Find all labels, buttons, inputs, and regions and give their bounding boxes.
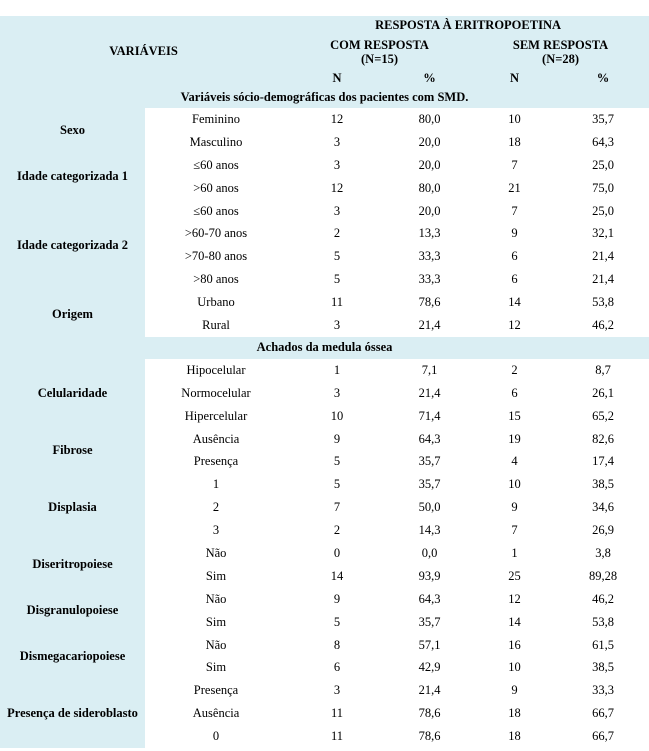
n-with-response: 2 [333, 523, 341, 538]
pct-without-response: 66,7 [592, 729, 614, 744]
n-without-response: 1 [511, 545, 518, 560]
variables-header: VARIÁVEIS [0, 16, 287, 86]
pct-without-response: 38,5 [592, 660, 614, 675]
category-cell: >80 anos [193, 272, 239, 287]
pct-with-response: 21,4 [418, 385, 441, 400]
category-cell: Ausência [192, 431, 240, 446]
pct-without-response: 35,7 [592, 111, 614, 126]
with-response-header [287, 34, 472, 70]
section-title-sociodemographic: Variáveis sócio-demográficas dos pacientes com SMD. [0, 86, 649, 108]
n-with-response: 3 [333, 317, 341, 332]
variable-name: Disgranulopoiese [0, 588, 145, 634]
pct-without-response: 66,7 [592, 706, 614, 721]
pct-with-response: 7,1 [421, 362, 438, 377]
n-with-response: 12 [330, 180, 344, 195]
pct-with-response: 20,0 [418, 157, 441, 172]
n-with-response: 2 [333, 226, 341, 241]
section-title-bone-marrow: Achados da medula óssea [0, 337, 649, 359]
n-without-response: 4 [511, 454, 518, 469]
category-cell: Urbano [197, 295, 235, 310]
category-cell: Feminino [192, 111, 240, 126]
category-cell: >60 anos [193, 180, 239, 195]
pct-without-response: 25,0 [592, 157, 614, 172]
category-cell: Masculino [189, 134, 243, 149]
category-cell: Não [205, 591, 227, 606]
pct-with-response: 42,9 [418, 660, 441, 675]
n-without-response: 16 [508, 637, 521, 652]
table-row [0, 154, 649, 177]
pct-with-response: 93,9 [418, 568, 441, 583]
pct-without-response: 46,2 [592, 317, 614, 332]
pct-with-response: 80,0 [418, 111, 441, 126]
n-without-response: 12 [508, 317, 521, 332]
pct-without-response: 82,6 [592, 431, 614, 446]
n-without-response: 7 [511, 157, 518, 172]
n-with-response: 5 [333, 272, 341, 287]
n-without-response: 18 [508, 729, 521, 744]
n-without-response: 10 [508, 477, 521, 492]
pct-with-response: 0,0 [421, 545, 438, 560]
n-without-response: 14 [508, 295, 521, 310]
n-without-response: 18 [508, 134, 521, 149]
pct-with-response: 57,1 [418, 637, 441, 652]
table-row [0, 542, 649, 565]
variable-name: Dismegacariopoiese [0, 634, 145, 680]
pct-with-response: 35,7 [418, 614, 441, 629]
without-response-header [472, 34, 649, 70]
variable-name: Diseritropoiese [0, 542, 145, 588]
table-row [0, 359, 649, 382]
category-cell: Normocelular [181, 385, 251, 400]
pct-with-response: 35,7 [418, 454, 441, 469]
n-with-response: 3 [333, 203, 341, 218]
category-cell: Não [205, 545, 227, 560]
n-without-response: 21 [508, 180, 521, 195]
pct-without-response: 8,7 [595, 362, 611, 377]
category-cell: Não [205, 637, 227, 652]
category-cell: Presença [193, 454, 239, 469]
n-with-response: 3 [333, 385, 341, 400]
variable-name: Idade categorizada 1 [0, 154, 145, 200]
n-with-response: 1 [333, 362, 341, 377]
category-cell: Sim [205, 614, 227, 629]
pct-without-response: 32,1 [592, 226, 614, 241]
erythropoietin-response-table [0, 16, 649, 748]
n-without-response: 10 [508, 660, 521, 675]
pct-with-response: 78,6 [418, 706, 441, 721]
pct-without-response: 53,8 [592, 295, 614, 310]
pct-without-response: 61,5 [592, 637, 614, 652]
n-without-response: 15 [508, 408, 521, 423]
n-with-response: 11 [330, 295, 344, 310]
category-cell: 3 [212, 523, 220, 538]
pct-with-response: 20,0 [418, 134, 441, 149]
pct-without-response: 33,3 [592, 683, 614, 698]
table-row [0, 473, 649, 496]
pct-without-response: 3,8 [595, 545, 611, 560]
pct-with-response: 78,6 [418, 295, 441, 310]
n-without-response: 10 [508, 111, 521, 126]
pct-without-response: 21,4 [592, 272, 614, 287]
table-row [0, 291, 649, 314]
category-cell: ≤60 anos [193, 157, 239, 172]
n-without-response: 7 [511, 523, 518, 538]
n-without-response: 7 [511, 203, 518, 218]
pct-with-response: 64,3 [418, 591, 441, 606]
category-cell: Presença [193, 683, 239, 698]
table-row [0, 679, 649, 702]
variable-name: Sexo [0, 108, 145, 154]
pct-with-response: 64,3 [418, 431, 441, 446]
table-row [0, 588, 649, 611]
n-header-with: N [287, 70, 387, 86]
response-title: RESPOSTA À ERITROPOETINA [287, 16, 649, 34]
table-row [0, 108, 649, 131]
n-with-response: 5 [333, 614, 341, 629]
category-cell: 1 [212, 477, 220, 492]
pct-with-response: 80,0 [418, 180, 441, 195]
pct-with-response: 20,0 [418, 203, 441, 218]
n-without-response: 2 [511, 362, 518, 377]
table-row [0, 200, 649, 223]
n-with-response: 7 [333, 500, 341, 515]
pct-with-response: 13,3 [418, 226, 441, 241]
n-with-response: 5 [333, 477, 341, 492]
n-without-response: 6 [511, 249, 518, 264]
n-with-response: 14 [330, 568, 344, 583]
category-cell: Hipercelular [184, 408, 248, 423]
n-without-response: 9 [511, 226, 518, 241]
n-without-response: 6 [511, 272, 518, 287]
pct-with-response: 33,3 [418, 272, 441, 287]
category-cell: >60-70 anos [184, 226, 248, 241]
variable-name: Presença de sideroblasto [0, 679, 145, 748]
category-cell: Sim [205, 568, 227, 583]
n-without-response: 9 [511, 683, 518, 698]
n-with-response: 9 [333, 431, 341, 446]
without-response-count: (N=28) [542, 52, 580, 66]
variable-name: Displasia [0, 473, 145, 542]
pct-without-response: 25,0 [592, 203, 614, 218]
variable-name: Idade categorizada 2 [0, 200, 145, 292]
n-without-response: 9 [511, 500, 518, 515]
n-with-response: 11 [330, 729, 344, 744]
n-with-response: 8 [333, 637, 341, 652]
n-without-response: 6 [511, 385, 518, 400]
without-response-label: SEM RESPOSTA [512, 38, 609, 52]
category-cell: Rural [202, 317, 230, 332]
pct-without-response: 17,4 [592, 454, 614, 469]
category-cell: 2 [212, 500, 220, 515]
n-with-response: 3 [333, 683, 341, 698]
n-without-response: 18 [508, 706, 521, 721]
table-row [0, 428, 649, 451]
n-with-response: 5 [333, 249, 341, 264]
n-with-response: 5 [333, 454, 341, 469]
pct-with-response: 21,4 [418, 317, 441, 332]
pct-with-response: 50,0 [418, 500, 441, 515]
pct-without-response: 26,9 [592, 523, 614, 538]
variable-name: Origem [0, 291, 145, 337]
n-without-response: 25 [508, 568, 521, 583]
category-cell: Sim [205, 660, 227, 675]
with-response-count: (N=15) [361, 52, 398, 66]
category-cell: 0 [212, 729, 220, 744]
pct-with-response: 14,3 [418, 523, 441, 538]
variable-name: Celularidade [0, 359, 145, 428]
table-row [0, 634, 649, 657]
n-with-response: 11 [330, 706, 344, 721]
pct-without-response: 26,1 [592, 385, 614, 400]
pct-header-with: % [387, 70, 472, 86]
n-with-response: 3 [333, 157, 341, 172]
n-with-response: 12 [330, 111, 344, 126]
pct-without-response: 46,2 [592, 591, 614, 606]
n-without-response: 12 [508, 591, 521, 606]
pct-with-response: 71,4 [418, 408, 441, 423]
n-with-response: 0 [333, 545, 341, 560]
category-cell: Hipocelular [186, 362, 246, 377]
n-without-response: 19 [508, 431, 521, 446]
pct-without-response: 38,5 [592, 477, 614, 492]
pct-without-response: 64,3 [592, 134, 614, 149]
pct-without-response: 34,6 [592, 500, 614, 515]
with-response-label: COM RESPOSTA [330, 38, 429, 52]
n-with-response: 10 [330, 408, 344, 423]
n-with-response: 3 [333, 134, 341, 149]
pct-without-response: 89,28 [588, 568, 618, 583]
pct-without-response: 53,8 [592, 614, 614, 629]
pct-without-response: 65,2 [592, 408, 614, 423]
pct-header-without: % [557, 70, 649, 86]
n-with-response: 9 [333, 591, 341, 606]
pct-with-response: 78,6 [418, 729, 441, 744]
category-cell: Ausência [192, 706, 240, 721]
n-with-response: 6 [333, 660, 341, 675]
category-cell: ≤60 anos [193, 203, 239, 218]
pct-without-response: 75,0 [592, 180, 614, 195]
n-without-response: 14 [508, 614, 521, 629]
n-header-without: N [472, 70, 557, 86]
category-cell: >70-80 anos [184, 249, 248, 264]
pct-with-response: 21,4 [418, 683, 441, 698]
pct-with-response: 35,7 [418, 477, 441, 492]
variable-name: Fibrose [0, 428, 145, 474]
pct-with-response: 33,3 [418, 249, 441, 264]
pct-without-response: 21,4 [592, 249, 614, 264]
